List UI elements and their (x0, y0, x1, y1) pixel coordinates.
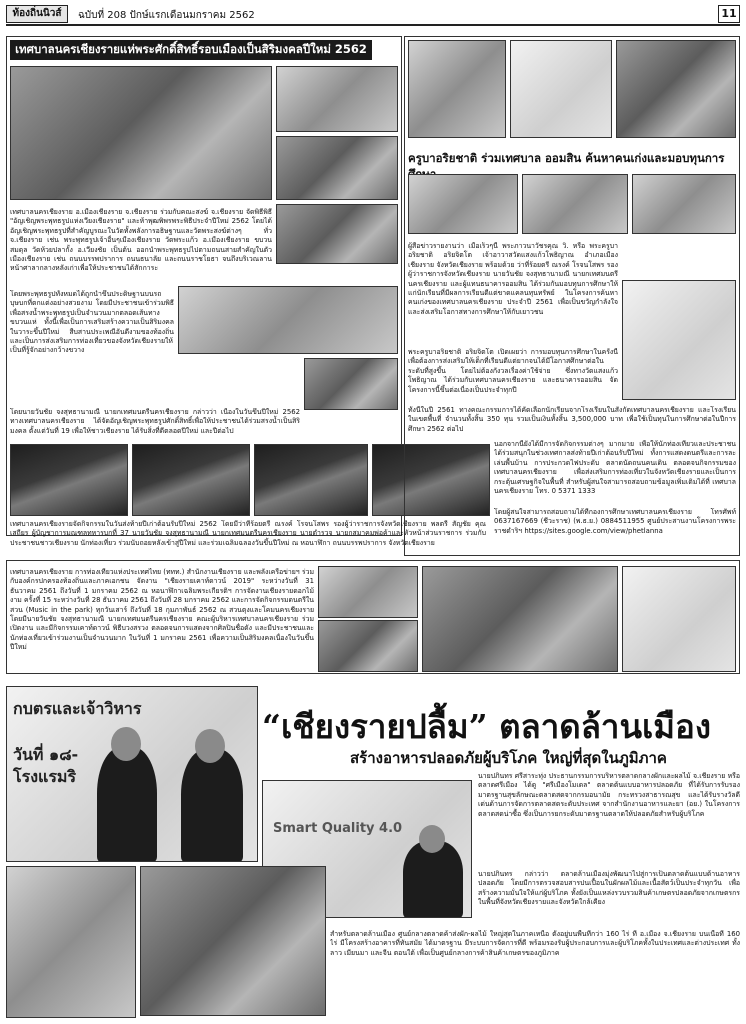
story1-caption: เทศบาลนครเชียงรายจัดกิจกรรมในวันส่งท้ายปีเก่าต้อนรับปีใหม่ 2562 โดยมีว่าที่ร้อยตรี ณรงค์ โรจนโสพร รองผู้ว่าราชการจังหวัดเชียงราย พลตรี สัญชัย คุณเสถียร ผู้บัญชาการมณฑลทหารบกที่ 37 นายวันชัย จงสุทธานามณี นายกเทศมนตรีนครเชียงราย นายตำรวจ นายกสมาคมพ่อค้าและหัวหน้าส่วนราชการ ร่วมกับประชาชนชาวเชียงราย นักท่องเที่ยว ร่วมนับถอยหลังเข้าสู่ปีใหม่ และร่วมเฉลิมฉลองวันขึ้นปีใหม่ ณ หอนาฬิกา ถนนบรรพปราการ จังหวัดเชียงราย (10, 520, 486, 547)
story4-photo-1 (318, 566, 418, 618)
story1-night-photo-2 (132, 444, 250, 516)
story1-photo-2 (276, 66, 398, 132)
story5-body-2: นายปภินทร กล่าวว่า ตลาดล้านเมืองมุ่งพัฒนาไปสู่การเป็นตลาดต้นแบบด้านอาหารปลอดภัย โดยมีการตรวจสอบสารปนเปื้อนในผักผลไม้และเนื้อสัตว์เป็นประจำทุกวัน เพื่อสร้างความมั่นใจให้แก่ผู้บริโภค ทั้งยังเป็นแหล่งรวบรวมสินค้าเกษตรปลอดภัยจากเกษตรกรในพื้นที่จังหวัดเชียงรายและจังหวัดใกล้เคียง (478, 870, 740, 907)
story5-photo-ceremony (6, 686, 258, 862)
story2-body-3: ทั้งนี้ในปี 2561 ทางคณะกรรมการได้คัดเลือกนักเรียนจากโรงเรียนในสังกัดเทศบาลนครเชียงราย และโรงเรียนในเขตพื้นที่ จำนวนทั้งสิ้น 350 ทุน รวมเป็นเงินทั้งสิ้น 3,500,000 บาท เพื่อใช้เป็นทุนในการศึกษาต่อในปีการศึกษา 2562 ต่อไป (408, 406, 736, 433)
story3-contact: โดยผู้สนใจสามารถสอบถามได้ที่กองการศึกษาเทศบาลนครเชียงราย โทรศัพท์ 0637167669 (ชีวะราช) (พ.ธ.ย.) 0884511955 ศูนย์ประสานงานโครงการพระราชดำริฯ https://sites.google.com/view/phetlanna (494, 508, 736, 535)
story1-title: เทศบาลนครเชียงรายแห่พระศักดิ์สิทธิ์รอบเมืองเป็นสิริมงคลปีใหม่ 2562 (10, 40, 372, 60)
person-left (97, 747, 157, 862)
story4-photo-2 (318, 620, 418, 672)
story5-body-1: นายปภินทร ศรีสาระทุ่ง ประธานกรรมการบริหารตลาดกลางผักและผลไม้ จ.เชียงราย หรือตลาดศรีเมือง ได้ดู "ศรีเมืองโมเดล" ตลาดต้นแบบอาหารปลอดภัย ที่ได้รับการรับรองมาตรฐานสุขลักษณะตลาดสดจากกรมอนามัย กระทรวงสาธารณสุข และได้รับรางวัลดีเด่นด้านการจัดการตลาดสดระดับประเทศ จากสำนักงานอาหารและยา (อย.) ในโครงการตลาดสดน่าซื้อ ซึ่งเป็นการยกระดับมาตรฐานตลาดให้ปลอดภัยสำหรับผู้บริโภค (478, 772, 740, 818)
page-header (6, 4, 740, 26)
story5-photo-construction (6, 866, 136, 1018)
award-sign: Smart Quality 4.0 (273, 821, 403, 836)
story2-photo-2 (510, 40, 612, 138)
story2-photo-6 (632, 174, 736, 234)
banner-text-3: โรงแรมริ (13, 767, 77, 786)
banner-text-2: วันที่ ๑๘- (13, 745, 79, 764)
story1-photo-6 (304, 358, 398, 410)
story1-body-2: โดยพระพุทธรูปทั้งหมดได้ถูกนำขึ้นประดิษฐานบนรถบุษบกที่ตกแต่งอย่างสวยงาม โดยมีประชาชนเข้าร่วมพิธีเพื่อสรงน้ำพระพุทธรูปเป็นจำนวนมากตลอดเส้นทางขบวนแห่ ทั้งนี้เพื่อเป็นการเสริมสร้างความเป็นสิริมงคลในวาระขึ้นปีใหม่ สืบสานประเพณีอันดีงามของท้องถิ่นและเป็นการส่งเสริมการท่องเที่ยวของจังหวัดเชียงรายให้เป็นที่รู้จักอย่างกว้างขวาง (10, 290, 174, 355)
story2-photo-1 (408, 40, 506, 138)
story2-photo-4 (408, 174, 518, 234)
story3-body: นอกจากนี้ยังได้มีการจัดกิจกรรมต่างๆ มากมาย เพื่อให้นักท่องเที่ยวและประชาชนได้ร่วมสนุกในช่วงเทศกาลส่งท้ายปีเก่าต้อนรับปีใหม่ ทั้งการแสดงดนตรีและการละเล่นพื้นบ้าน การประกวดไฟประดับ ตลาดนัดถนนคนเดิน ตลอดจนกิจกรรมของเทศบาลนครเชียงราย เพื่อส่งเสริมการท่องเที่ยวในจังหวัดเชียงรายและเป็นการกระตุ้นเศรษฐกิจในพื้นที่ สำหรับผู้สนใจสามารถสอบถามข้อมูลเพิ่มเติมได้ที่ เทศบาลนครเชียงราย โทร. 0 5371 1333 (494, 440, 736, 496)
story1-photo-3 (276, 136, 398, 200)
story1-night-photo-3 (254, 444, 368, 516)
story2-photo-5 (522, 174, 628, 234)
newspaper-logo: ท้องถิ่นนิวส์ (6, 5, 68, 23)
banner-text-1: กบตรและเจ้าวิหาร (13, 699, 142, 718)
story5-headline: “เชียงรายปลื้ม” ตลาดล้านเมือง (262, 707, 711, 746)
story4-photo-3 (422, 566, 618, 672)
person-left-head (111, 727, 141, 761)
story5-body-3: สำหรับตลาดล้านเมือง ศูนย์กลางตลาดค้าส่งผัก-ผลไม้ ใหญ่สุดในภาคเหนือ ตั้งอยู่บนพื้นที่กว่า 160 ไร่ ที่ อ.เมือง จ.เชียงราย บนเนื้อที่ 160 ไร่ มีโครงสร้างอาคารที่ทันสมัย ได้มาตรฐาน มีระบบการจัดการที่ดี พร้อมรองรับผู้ประกอบการและผู้บริโภคทั้งในประเทศและต่างประเทศ ทั้งลาว เมียนมา และจีน ตอนใต้ เพื่อเป็นศูนย์กลางการค้าสินค้าเกษตรของภูมิภาค (330, 930, 740, 957)
award-person-head (419, 825, 445, 853)
story1-body-1: เทศบาลนครเชียงราย อ.เมืองเชียงราย จ.เชียงราย ร่วมกับคณะสงฆ์ จ.เชียงราย จัดพิธีพิธี "อัญเชิญพระพุทธรูปแห่งเวียงเชียงราย" และห้าพุฒพิพรพระพิธีประจำปีใหม่ 2562 โดยได้อัญเชิญพระพุทธรูปที่สำคัญบูรณะในวัดทั้งพลังการอธิษฐานและวัดพระสงฆ์ต่างๆ ทั่ว จ.เชียงราย เช่น พระพุทธรูปเจ้าอื่นๆเมืองเชียงราย วัดพระแก้ว อ.เมืองเชียงราย ขบวนสมดุล วัดห้วยปลากั้ง อ.เวียงชัย เป็นต้น ออกนำพระพุทธรูปไปตามถนนสายสำคัญในตัวเมืองเชียงราย เช่น ถนนบรรพปราการ ถนนธนาลัย และถนนราชโยธา จนถึงบริเวณลานหน้าศาลากลางหลังเก่าเพื่อให้ประชาชนได้สักการะ (10, 208, 272, 273)
story1-photo-4 (276, 204, 398, 264)
person-right (181, 749, 243, 862)
story2-photo-speaker (622, 280, 736, 400)
issue-info: ฉบับที่ 208 ปักษ์แรกเดือนมกราคม 2562 (78, 10, 255, 21)
story1-body-3: โดยนายวันชัย จงสุทธานามณี นายกเทศมนตรีนครเชียงราย กล่าวว่า เนื่องในวันขึ้นปีใหม่ 2562 ทางเทศบาลนครเชียงราย ได้จัดอัญเชิญพระพุทธรูปศักดิ์สิทธิ์เพื่อให้ประชาชนได้ร่วมสรงน้ำเป็นสิริมงคล ตั้งแต่วันที่ 19 เพื่อให้ชาวเชียงราย ได้รับสิ่งที่ดีตลอดปีใหม่ และปีต่อไป (10, 408, 300, 435)
person-right-head (195, 729, 225, 763)
story1-photo-5 (178, 286, 398, 354)
story1-photo-main (10, 66, 272, 200)
story4-body: เทศบาลนครเชียงราย การท่องเที่ยวแห่งประเทศไทย (ททท.) สำนักงานเชียงราย และพลังเครือข่ายฯ ร่วมกับองค์กรปกครองท้องถิ่นและภาคเอกชน จัดงาน "เชียงรายเคาท์ดาวน์ 2019" ระหว่างวันที่ 31 ธันวาคม 2561 ถึงวันที่ 1 มกราคม 2562 ณ หอนาฬิกาเฉลิมพระเกียรติฯ การจัดงานเชียงรายดอกไม้งาม ครั้งที่ 15 ระหว่างวันที่ 28 ธันวาคม 2561 ถึงวันที่ 28 มกราคม 2562 และการจัดกิจกรรมดนตรีในสวน (Music in the park) ทุกวันเสาร์ ถึงวันที่ 18 กุมภาพันธ์ 2562 ณ สวนตุงและโคมนครเชียงราย โดยมีนายวันชัย จงสุทธานามณี นายกเทศมนตรีนครเชียงราย คณะผู้บริหารเทศบาลนครเชียงราย ร่วมเปิดงาน และมีกิจกรรมเคาท์ดาวน์ พิธีบวงสรวง ตลอดจนการแสดงจากศิลปินชื่อดัง และมีประชาชนและนักท่องเที่ยวเข้าร่วมงานเป็นจำนวนมาก ในวันที่ 1 มกราคม 2561 เพื่อความเป็นสิริมงคลเนื่องในวันขึ้นปีใหม่ (10, 568, 314, 652)
story1-night-photo-1 (10, 444, 128, 516)
story2-body-2: พระครูบาอริยชาติ อริยจิตโต เปิดเผยว่า การมอบทุนการศึกษาในครั้งนี้ เพื่อต้องการส่งเสริมให้เด็กที่เรียนดีแต่ยากจนได้มีโอกาสศึกษาต่อในระดับที่สูงขึ้น โดยไม่ต้องกังวลเรื่องค่าใช้จ่าย ซึ่งทางวัดแสงแก้วโพธิญาณ ได้ร่วมกับเทศบาลนครเชียงราย และธนาคารออมสิน จัดโครงการนี้ขึ้นต่อเนื่องเป็นประจำทุกปี (408, 348, 618, 394)
story4-photo-4 (622, 566, 736, 672)
story5-photo-market (140, 866, 326, 1016)
story2-body-1: ผู้สื่อข่าวรายงานว่า เมื่อเร็วๆนี้ พระภาวนาวัชรคุณ วิ. หรือ พระครูบาอริยชาติ อริยจิตโต เจ้าอาวาสวัดแสงแก้วโพธิญาณ อำเภอเมืองเชียงราย จังหวัดเชียงราย พร้อมด้วย ว่าที่ร้อยตรี ณรงค์ โรจนโสพร รองผู้ว่าราชการจังหวัดเชียงราย นายวันชัย จงสุทธานามณี นายกเทศมนตรีนครเชียงราย และผู้แทนธนาคารออมสิน ได้ร่วมกันมอบทุนการศึกษาให้แก่นักเรียนที่มีผลการเรียนดีแต่ขาดแคลนทุนทรัพย์ ในโครงการค้นหาคนเก่งของเทศบาลนครเชียงราย ประจำปี 2561 เพื่อเป็นขวัญกำลังใจและส่งเสริมโอกาสทางการศึกษาให้กับเยาวชน (408, 242, 618, 316)
story5-subheadline: สร้างอาหารปลอดภัยผู้บริโภค ใหญ่ที่สุดในภูมิภาค (350, 749, 667, 767)
story2-photo-3 (616, 40, 736, 138)
story2-title: ครูบาอริยชาติ ร่วมเทศบาล ออมสิน ค้นหาคนเก่งและมอบทุนการ (408, 151, 725, 165)
page-number: 11 (718, 5, 740, 23)
